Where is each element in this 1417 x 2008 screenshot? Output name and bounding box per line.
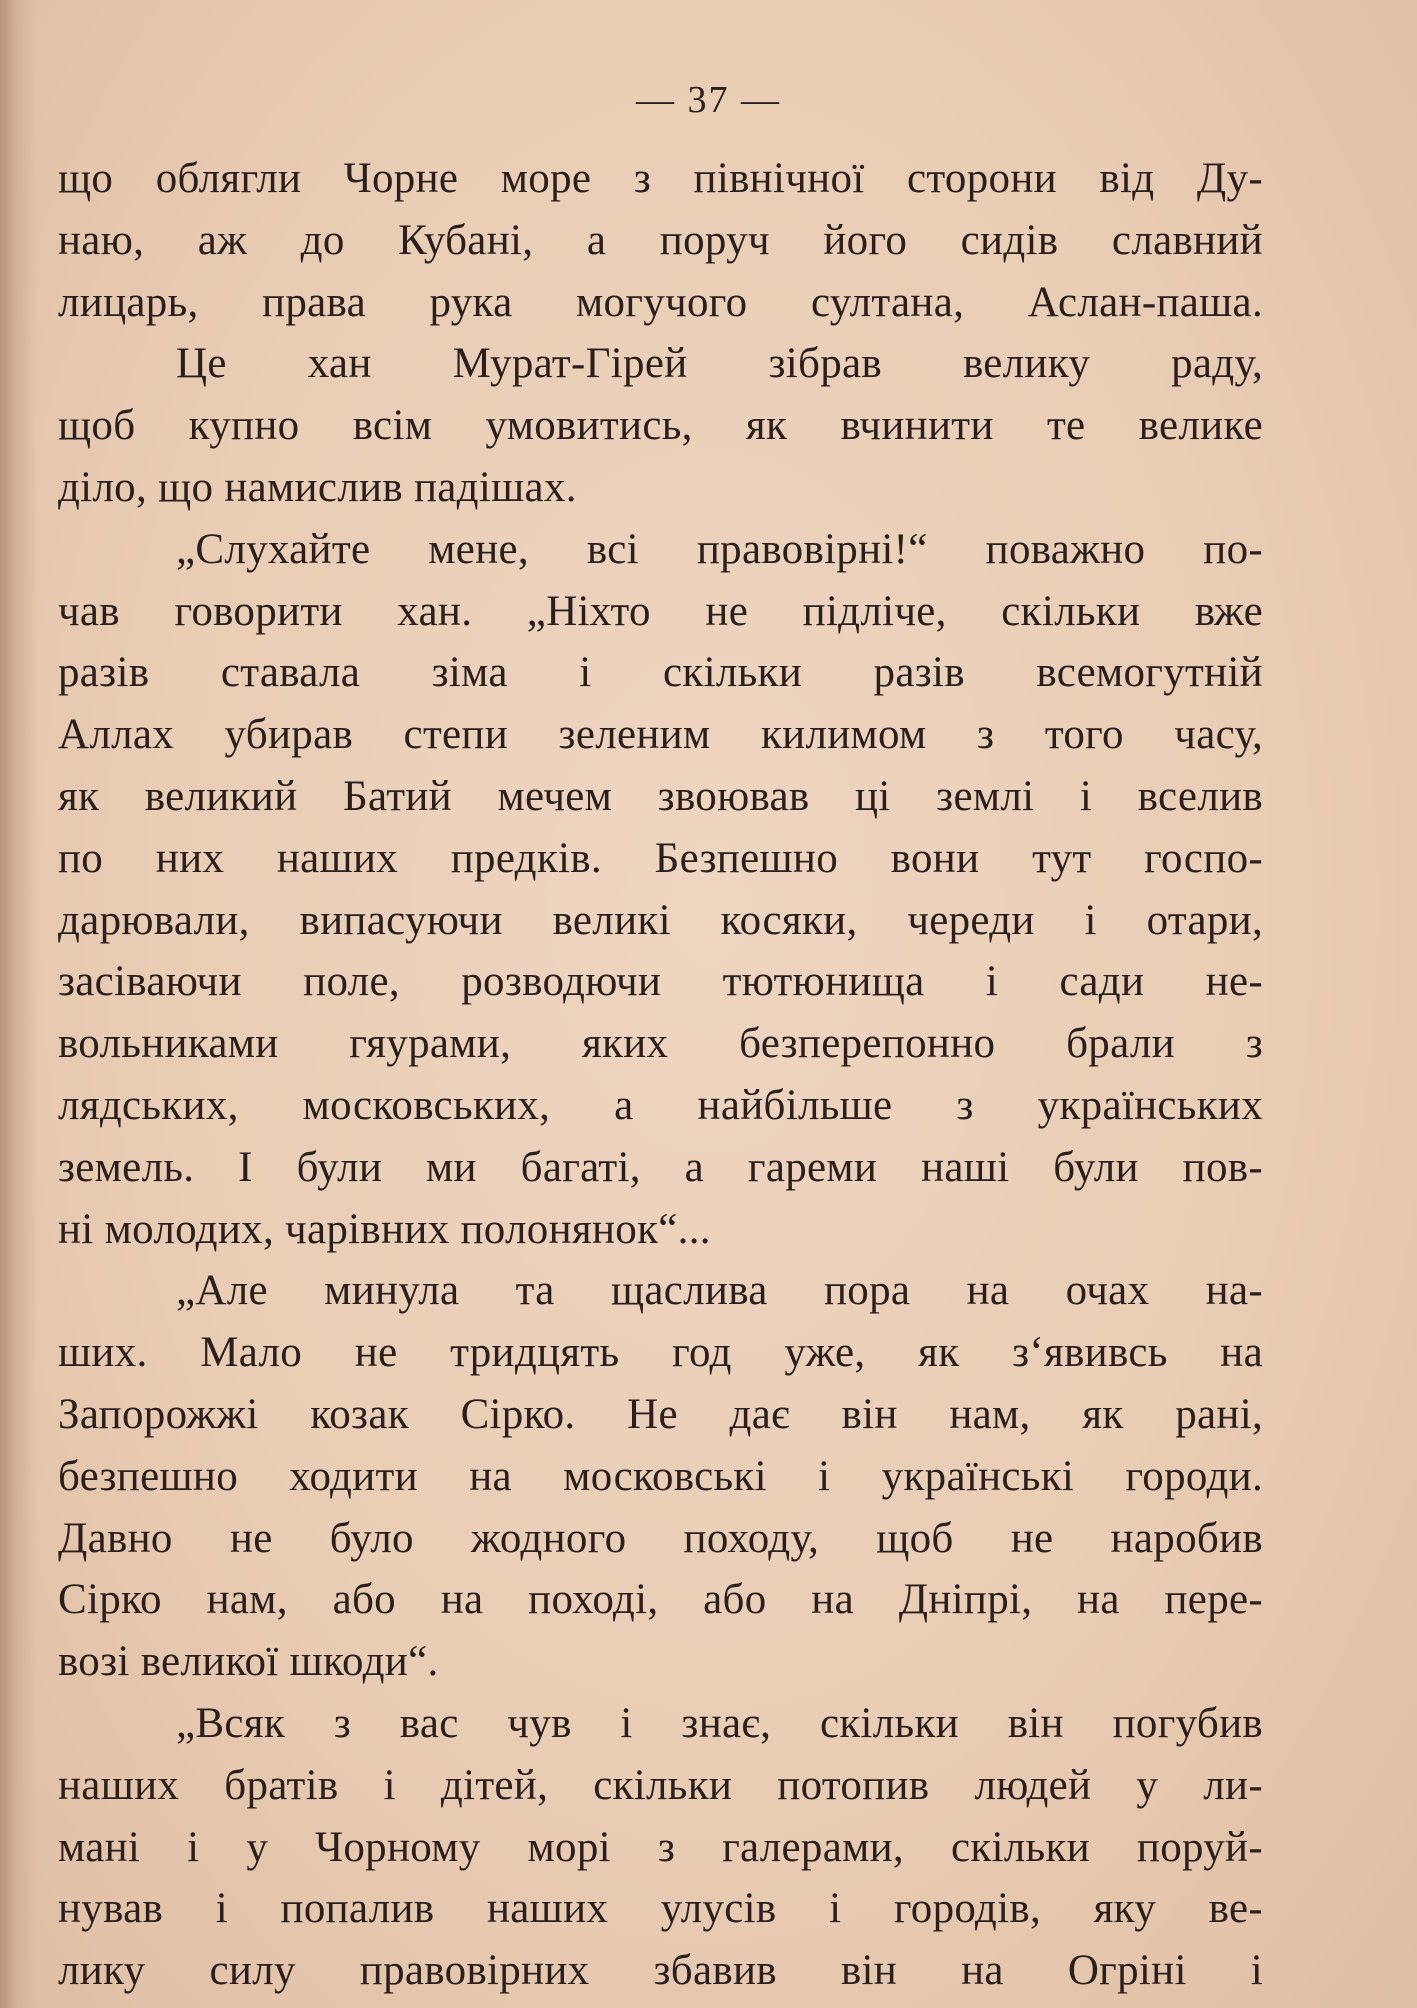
- text-line: Аллах убирав степи зеленим килимом з того часу,: [58, 711, 1263, 759]
- text-line: Сірко нам, або на поході, або на Дніпрі, на пере-: [58, 1576, 1263, 1624]
- text-line: мані і у Чорному морі з галерами, скільки поруй-: [58, 1823, 1263, 1871]
- text-line: що облягли Чорне море з північної сторони від Ду-: [58, 155, 1263, 202]
- text-line: засіваючи поле, розводючи тютюнища і сади не-: [58, 958, 1263, 1006]
- text-line: ні молодих, чарівних полонянок“...: [58, 1205, 711, 1253]
- text-line: „Але минула та щаслива пора на очах на-: [176, 1267, 1263, 1315]
- text-line: нував і попалив наших улусів і городів, яку ве-: [58, 1885, 1263, 1933]
- text-line: вольниками гяурами, яких безперепонно брали з: [58, 1020, 1263, 1068]
- text-line: лицарь, права рука могучого султана, Аслан-паша.: [58, 278, 1263, 326]
- text-line: діло, що намислив падішах.: [58, 463, 577, 511]
- text-line: безпешно ходити на московські і українські городи.: [58, 1452, 1263, 1500]
- text-line: лику силу правовірних збавив він на Огріні і: [58, 1947, 1263, 1995]
- text-line: Запорожжі козак Сірко. Не дає він нам, як рані,: [58, 1390, 1263, 1438]
- text-line: наших братів і дітей, скільки потопив людей у ли-: [58, 1761, 1263, 1809]
- text-line: возі великої шкоди“.: [58, 1638, 439, 1686]
- text-line: лядських, московських, а найбільше з українських: [58, 1081, 1263, 1129]
- page-number: — 37 —: [636, 79, 781, 121]
- text-line: Давно не було жодного походу, щоб не наробив: [58, 1514, 1263, 1562]
- page-spine-shadow: [0, 0, 38, 2008]
- text-line: щоб купно всім умовитись, як вчинити те велике: [58, 402, 1263, 450]
- text-line: „Слухайте мене, всі правовірні!“ поважно по-: [176, 525, 1263, 573]
- text-line: земель. І були ми багаті, а гареми наші були пов-: [58, 1143, 1263, 1191]
- text-line: як великий Батий мечем звоював ці землі і вселив: [58, 772, 1263, 820]
- text-line: разів ставала зіма і скільки разів всемогутній: [58, 649, 1263, 697]
- text-line: по них наших предків. Безпешно вони тут госпо-: [58, 834, 1263, 882]
- text-line: чав говорити хан. „Ніхто не підліче, скільки вже: [58, 587, 1263, 635]
- body-text: [58, 148, 1263, 2002]
- text-line: „Всяк з вас чув і знає, скільки він погубив: [176, 1699, 1263, 1747]
- text-line: наю, аж до Кубані, а поруч його сидів славний: [58, 216, 1263, 264]
- text-line: Це хан Мурат-Гірей зібрав велику раду,: [176, 340, 1263, 388]
- text-line: дарювали, випасуючи великі косяки, череди і отари,: [58, 896, 1263, 944]
- text-line: ших. Мало не тридцять год уже, як з‘явивсь на: [58, 1329, 1263, 1377]
